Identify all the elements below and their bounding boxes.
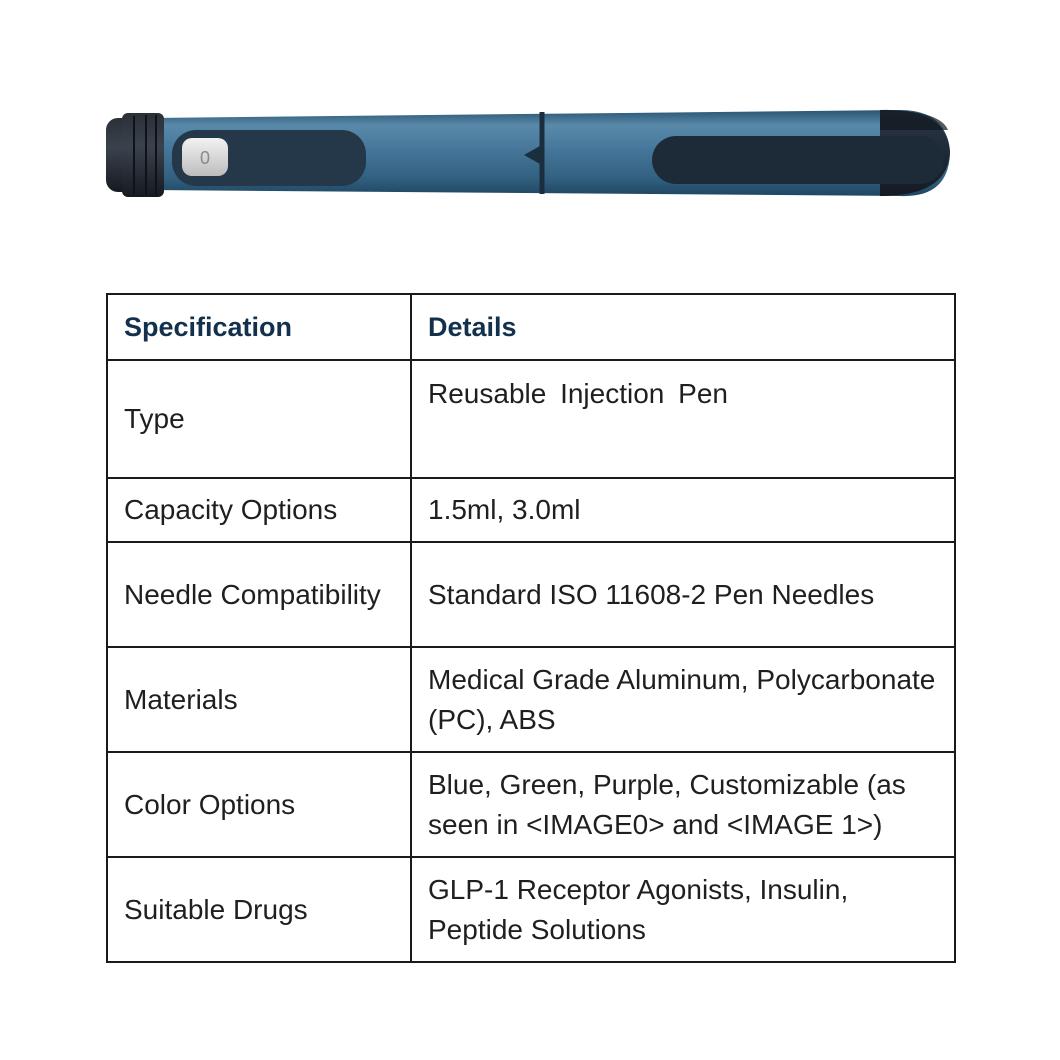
spec-cell: Needle Compatibility xyxy=(107,542,411,647)
dose-digit: 0 xyxy=(199,148,211,168)
detail-cell: Blue, Green, Purple, Customizable (as seen in <IMAGE0> and <IMAGE 1>) xyxy=(411,752,955,857)
table-row xyxy=(107,542,955,647)
header-details: Details xyxy=(411,294,955,360)
detail-cell: 1.5ml, 3.0ml xyxy=(411,478,955,542)
detail-cell: Reusable Injection Pen xyxy=(411,360,955,478)
dose-knob xyxy=(106,113,164,197)
spec-cell: Type xyxy=(107,360,411,478)
table-row xyxy=(107,478,955,542)
injection-pen-image xyxy=(0,0,1060,260)
table-header-row xyxy=(107,294,955,360)
spec-cell: Color Options xyxy=(107,752,411,857)
detail-cell: Medical Grade Aluminum, Polycarbonate (PC), ABS xyxy=(411,647,955,752)
header-specification: Specification xyxy=(107,294,411,360)
spec-cell: Capacity Options xyxy=(107,478,411,542)
table-row xyxy=(107,360,955,478)
detail-cell: Standard ISO 11608-2 Pen Needles xyxy=(411,542,955,647)
spec-cell: Suitable Drugs xyxy=(107,857,411,962)
table-row xyxy=(107,752,955,857)
table-row xyxy=(107,857,955,962)
spec-table xyxy=(106,293,956,963)
table-row xyxy=(107,647,955,752)
spec-cell: Materials xyxy=(107,647,411,752)
dose-window xyxy=(172,130,366,186)
detail-cell: GLP-1 Receptor Agonists, Insulin, Peptide Solutions xyxy=(411,857,955,962)
